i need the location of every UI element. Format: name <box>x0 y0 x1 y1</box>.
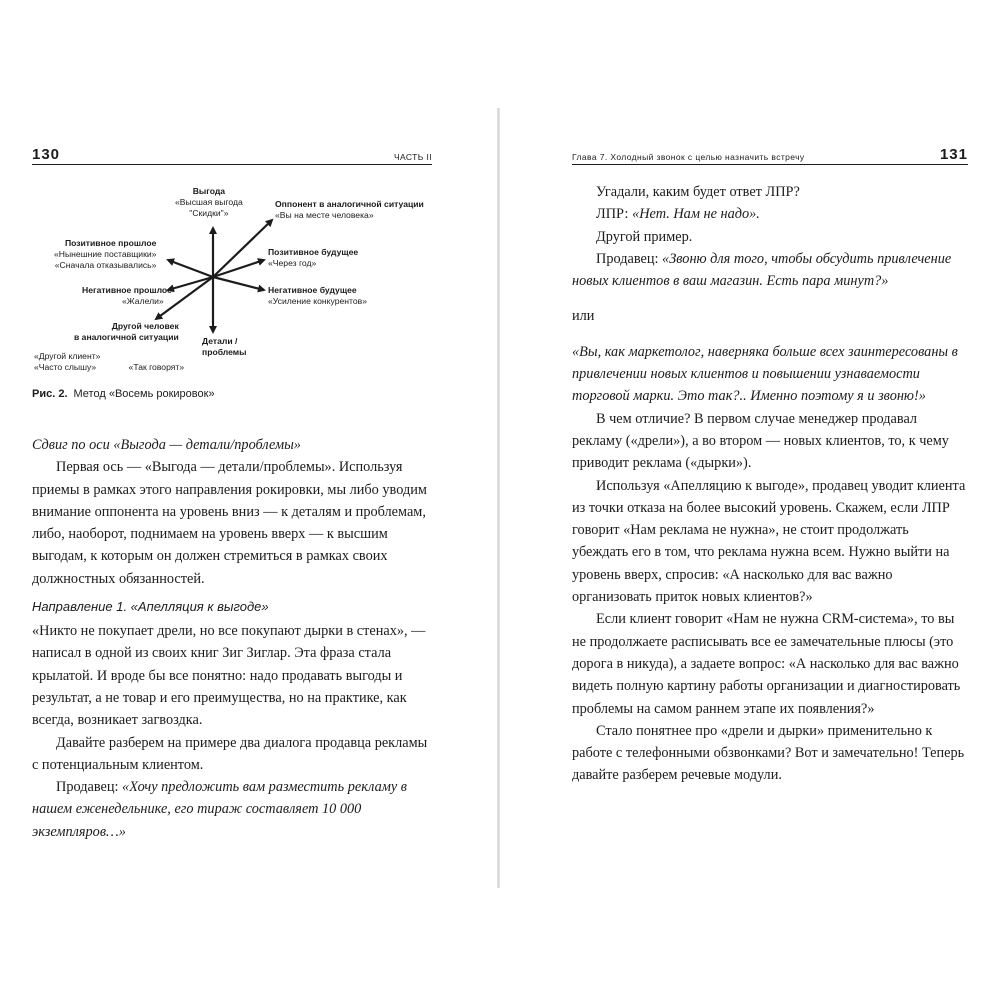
page-number-left: 130 <box>32 146 61 163</box>
label-positive-future: Позитивное будущее «Через год» <box>268 247 359 268</box>
subheading: Направление 1. «Апелляция к выгоде» <box>32 599 269 615</box>
page-number-right: 131 <box>939 146 968 163</box>
right-page-body <box>572 181 968 787</box>
paragraph: «Вы, как маркетолог, наверняка больше всех заинтересованы в привлечении новых клиентов и повышении узнаваемости торговой марки. Это так?.. Именно поэтому я и звоню!» <box>572 343 958 405</box>
running-head-right: Глава 7. Холодный звонок с целью назначить встречу <box>572 152 805 162</box>
running-head-left: ЧАСТЬ II <box>393 152 432 162</box>
left-page-body <box>32 434 432 843</box>
paragraph: ЛПР: «Нет. Нам не надо». <box>596 206 760 223</box>
left-page <box>32 0 432 1000</box>
figure-caption: Рис. 2. Метод «Восемь рокировок» <box>32 388 215 400</box>
label-opponent-similar: Оппонент в аналогичной ситуации «Вы на месте человека» <box>275 199 424 220</box>
label-negative-future: Негативное будущее «Усиление конкурентов» <box>268 285 367 306</box>
label-benefit: Выгода «Высшая выгода "Скидки"» <box>175 186 243 218</box>
label-positive-past: Позитивное прошлое «Нынешние поставщики» «Сначала отказывались» <box>54 238 157 270</box>
paragraph: В чем отличие? В первом случае менеджер продавал рекламу («дрели»), а во втором — новых клиентов, то, к чему приводит реклама («дырки»). <box>572 410 949 472</box>
paragraph: Используя «Апелляцию к выгоде», продавец уводит клиента из точки отказа на более высокий уровень. Скажем, если ЛПР говорит «Нам реклама не нужна», не стоит продолжать убеждать его в том, что реклама нужна всем. Нужно выйти на уровень вверх, спросив: «А насколько для вас важно организовать приток новых клиентов?» <box>572 477 966 606</box>
label-other-person-examples: «Другой клиент» «Часто слышу» «Так говорят» <box>34 351 185 372</box>
right-page <box>572 0 968 1000</box>
paragraph: Стало понятнее про «дрели и дырки» применительно к работе с телефонными обзвонками? Вот и замечательно! Теперь давайте разберем речевые модули. <box>572 722 965 784</box>
section-heading: Сдвиг по оси «Выгода — детали/проблемы» <box>32 437 301 453</box>
left-page-header <box>32 148 432 165</box>
paragraph: Первая ось — «Выгода — детали/проблемы». Используя приемы в рамках этого направления рокировки, мы либо уводим внимание оппонента на уровень вниз — к деталям и проблемам, либо, наоборот, поднимаем на уровень вверх — к высшим выгодам, к которым он должен стремиться в рамках своих должностных обязанностей. <box>32 459 427 587</box>
label-negative-past: Негативное прошлое «Жалели» <box>82 285 172 306</box>
paragraph: Угадали, каким будет ответ ЛПР? <box>596 184 800 200</box>
paragraph: Продавец: «Хочу предложить вам разместить рекламу в нашем еженедельнике, его тираж составляет 10 000 экземпляров…» <box>32 779 407 840</box>
arrow-right-lower <box>213 277 264 290</box>
arrow-left-upper <box>168 260 213 277</box>
paragraph: или <box>572 308 595 325</box>
label-details-problems: Детали / проблемы <box>202 336 247 357</box>
label-other-person: Другой человек в аналогичной ситуации <box>74 321 179 342</box>
paragraph: Если клиент говорит «Нам не нужна CRM-система», то вы не продолжаете расписывать все ее замечательные плюсы (это дорога в никуда), а задаете вопрос: «А насколько для вас важно видеть полную картину работы организации и диагностировать проблемы на самом раннем этапе их появления?» <box>572 611 961 717</box>
paragraph: Другой пример. <box>596 228 693 245</box>
eight-castlings-diagram <box>32 180 432 390</box>
arrow-left-lower <box>168 277 213 290</box>
paragraph: «Никто не покупает дрели, но все покупают дырки в стенах», — написал в одной из своих книг Зиг Зиглар. Эта фраза стала крылатой. И вроде бы все понятно: надо продавать выгоды и результат, а не товар и его преимущества, но на практике, как всегда, возникает загвоздка. <box>32 623 426 729</box>
book-spine <box>497 108 500 888</box>
paragraph: Давайте разберем на примере два диалога продавца рекламы с потенциальным клиентом. <box>32 734 428 773</box>
right-page-header <box>572 148 968 165</box>
paragraph: Продавец: «Звоню для того, чтобы обсудить привлечение новых клиентов в ваш магазин. Есть пара минут?» <box>572 250 952 290</box>
arrow-upper-right <box>213 220 272 277</box>
